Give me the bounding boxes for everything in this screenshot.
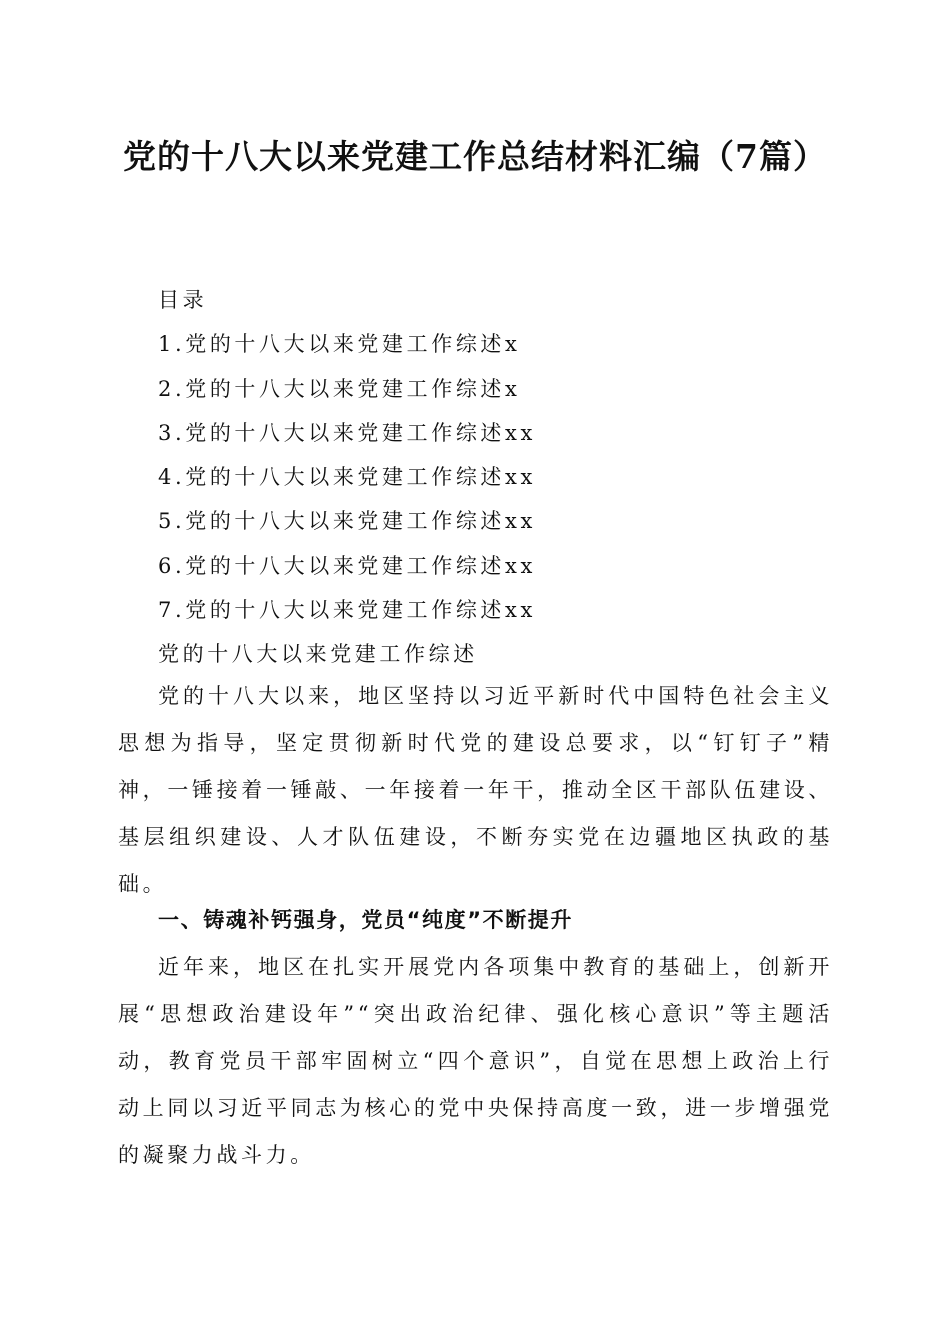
toc-item: 4.党的十八大以来党建工作综述xx xyxy=(158,465,536,490)
section-paragraph: 近年来，地区在扎实开展党内各项集中教育的基础上，创新开展“思想政治建设年”“突出政治纪律、强化核心意识”等主题活动，教育党员干部牢固树立“四个意识”，自觉在思想上政治上行动上同以习近平同志为核心的党中央保持高度一致，进一步增强党的凝聚力战斗力。 xyxy=(118,955,833,1167)
section-heading: 一、铸魂补钙强身，党员“纯度”不断提升 xyxy=(158,908,574,932)
toc-item: 3.党的十八大以来党建工作综述xx xyxy=(158,420,536,445)
toc-item: 6.党的十八大以来党建工作综述xx xyxy=(158,553,536,578)
toc-item: 5.党的十八大以来党建工作综述xx xyxy=(158,509,536,534)
document-title: 党的十八大以来党建工作总结材料汇编（7篇） xyxy=(123,137,827,176)
article-title: 党的十八大以来党建工作综述 xyxy=(158,642,478,667)
toc-item: 7.党的十八大以来党建工作综述xx xyxy=(158,598,536,623)
intro-paragraph: 党的十八大以来，地区坚持以习近平新时代中国特色社会主义思想为指导，坚定贯彻新时代党的建设总要求，以“钉钉子”精神，一锤接着一锤敲、一年接着一年干，推动全区干部队伍建设、基层组织建设、人才队伍建设，不断夯实党在边疆地区执政的基础。 xyxy=(118,684,833,896)
toc-item: 1.党的十八大以来党建工作综述x xyxy=(158,332,521,357)
toc-label: 目录 xyxy=(158,288,208,312)
table-of-contents xyxy=(158,278,536,677)
toc-item: 2.党的十八大以来党建工作综述x xyxy=(158,376,521,401)
